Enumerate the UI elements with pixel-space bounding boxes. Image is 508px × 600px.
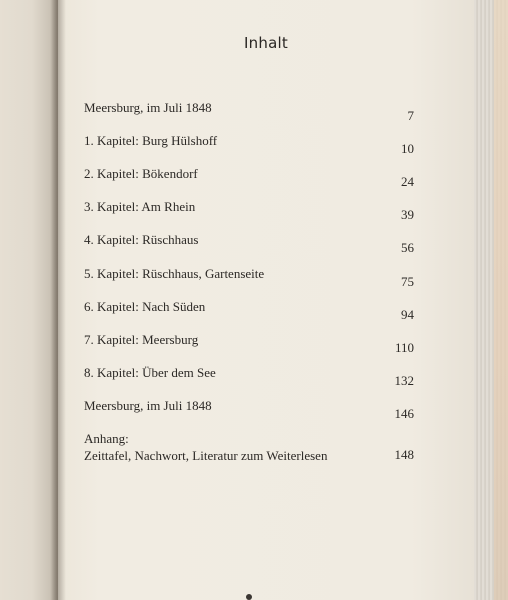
toc-entry-label: Meersburg, im Juli 1848 xyxy=(84,100,212,115)
toc-entry-label: 6. Kapitel: Nach Süden xyxy=(84,299,206,314)
toc-entry xyxy=(84,199,414,222)
book-gutter xyxy=(50,0,66,600)
toc-entry-label: 5. Kapitel: Rüschhaus, Gartenseite xyxy=(84,266,265,281)
toc-entry-page: 10 xyxy=(401,141,414,156)
toc-entry xyxy=(84,365,414,388)
toc-entry-page: 39 xyxy=(401,207,414,222)
toc-appendix xyxy=(84,430,414,464)
toc-entry xyxy=(84,166,414,189)
toc-entry xyxy=(84,266,414,289)
toc-entry-page: 94 xyxy=(401,307,414,322)
toc-entry-label: 2. Kapitel: Bökendorf xyxy=(84,166,198,181)
toc-entry-label: Meersburg, im Juli 1848 xyxy=(84,398,212,413)
appendix-heading: Anhang: xyxy=(84,431,129,446)
toc-entry xyxy=(84,332,414,355)
toc-entry xyxy=(84,398,414,421)
toc-entry-label: 4. Kapitel: Rüschhaus xyxy=(84,232,199,247)
toc-entry-page: 24 xyxy=(401,174,414,189)
toc-entry-label: 7. Kapitel: Meersburg xyxy=(84,332,199,347)
toc-entry-page: 110 xyxy=(394,340,414,355)
toc-entry-page: 146 xyxy=(394,406,414,421)
page-edge-tint xyxy=(494,0,508,600)
toc-entry-page: 7 xyxy=(407,108,414,123)
toc-entry-page: 132 xyxy=(394,373,414,388)
toc-entry xyxy=(84,100,414,123)
page-edges xyxy=(474,0,508,600)
page-title: Inhalt xyxy=(244,34,288,52)
appendix-label: Zeittafel, Nachwort, Literatur zum Weiterlesen xyxy=(84,448,328,463)
toc-entry xyxy=(84,133,414,156)
toc-entry-page: 56 xyxy=(401,240,414,255)
toc-entry-label: 3. Kapitel: Am Rhein xyxy=(84,199,196,214)
toc-entry-label: 1. Kapitel: Burg Hülshoff xyxy=(84,133,218,148)
toc-entry xyxy=(84,299,414,322)
toc-entry-label: 8. Kapitel: Über dem See xyxy=(84,365,216,380)
appendix-page: 148 xyxy=(394,447,414,462)
page-number-fragment xyxy=(246,594,252,600)
toc-entry-page: 75 xyxy=(401,274,414,289)
toc-entry xyxy=(84,232,414,255)
